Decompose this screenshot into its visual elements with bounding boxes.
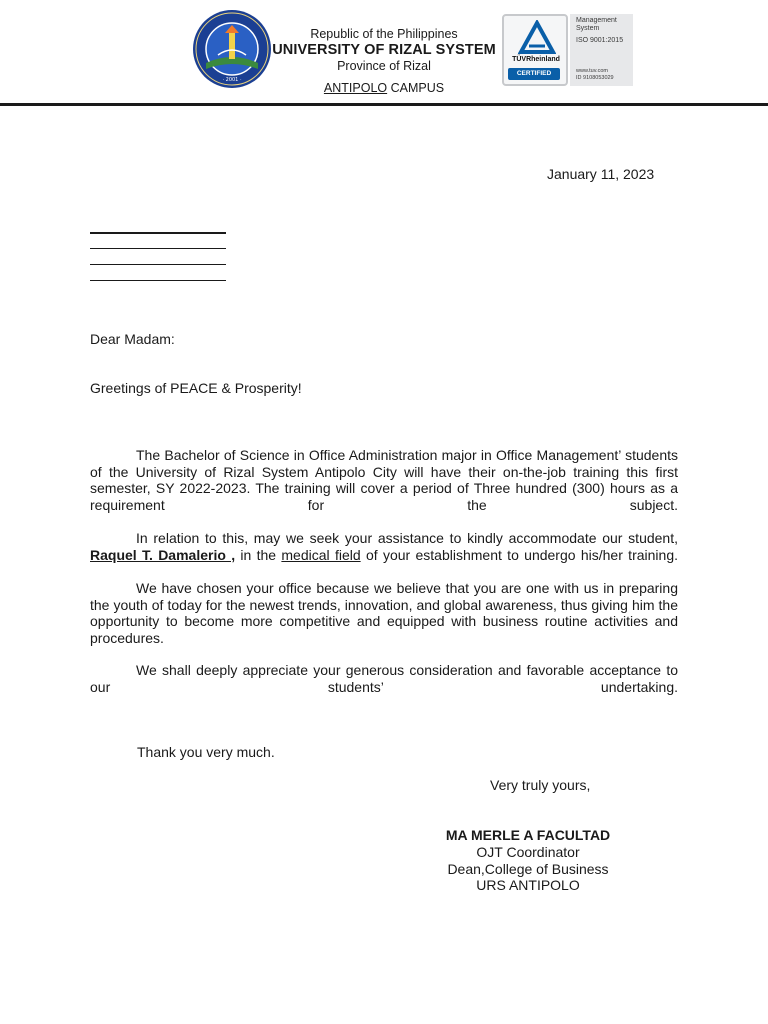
- tuv-triangle-icon: [518, 20, 556, 56]
- salutation: Dear Madam:: [90, 331, 175, 347]
- tuv-brand: TÜVRheinland: [512, 56, 560, 63]
- letter-date: January 11, 2023: [547, 166, 655, 182]
- campus-name: ANTIPOLO: [323, 81, 388, 95]
- tuv-certified-label: CERTIFIED: [508, 68, 560, 80]
- paragraph-accommodation-request: [90, 530, 678, 580]
- recipient-blank-line: [90, 248, 226, 249]
- recipient-blank-line: [90, 232, 226, 234]
- header-university-name: UNIVERSITY OF RIZAL SYSTEM: [272, 42, 496, 58]
- certification-url: www.tuv.com: [576, 68, 608, 74]
- campus-suffix: CAMPUS: [387, 81, 445, 95]
- certification-standard: ISO 9001:2015: [576, 37, 624, 44]
- thanks-line: Thank you very much.: [137, 744, 275, 760]
- signatory-titles: [400, 844, 656, 894]
- greeting: Greetings of PEACE & Prosperity!: [90, 380, 302, 396]
- recipient-blank-line: [90, 264, 226, 265]
- signatory-title: Dean,College of Business: [447, 860, 609, 877]
- paragraph-appreciation: We shall deeply appreciate your generous consideration and favorable acceptance to our students’ undertaking.: [90, 662, 678, 695]
- signatory-name: MA MERLE A FACULTAD: [445, 827, 611, 843]
- header-campus: [0, 81, 768, 95]
- request-text: In relation to this, may we seek your assistance to kindly accommodate our student,: [136, 530, 678, 546]
- signatory-title: OJT Coordinator: [476, 844, 580, 860]
- certification-management: Management System: [576, 17, 617, 32]
- training-field: medical field: [281, 546, 361, 563]
- paragraph-reason: We have chosen your office because we believe that you are one with us in preparing the youth of today for the newest trends, innovation, and global awareness, thus giving him the opportunity to become more competitive and equipped with business routine activities and procedures.: [90, 580, 678, 646]
- header-republic: Republic of the Philippines: [310, 27, 458, 41]
- svg-text:· 2001 ·: · 2001 ·: [222, 77, 242, 83]
- request-text-end: of your establishment to undergo his/her training.: [360, 546, 678, 563]
- certification-id: ID 9108053029: [576, 75, 614, 81]
- header-province: Province of Rizal: [337, 59, 431, 73]
- recipient-blank-line: [90, 280, 226, 281]
- header-divider: [0, 103, 768, 106]
- signatory-campus: URS ANTIPOLO: [476, 877, 580, 893]
- paragraph-training-intro: The Bachelor of Science in Office Administration major in Office Management’ students of the University of Rizal System Antipolo City will have their on-the-job training this first semester, SY 2022-2023. The training will cover a period of Three hundred (300) hours as a requirement for the subject.: [90, 447, 678, 513]
- closing: Very truly yours,: [490, 777, 591, 793]
- student-name: Raquel T. Damalerio ,: [90, 546, 236, 563]
- request-text-middle: in the: [235, 546, 282, 563]
